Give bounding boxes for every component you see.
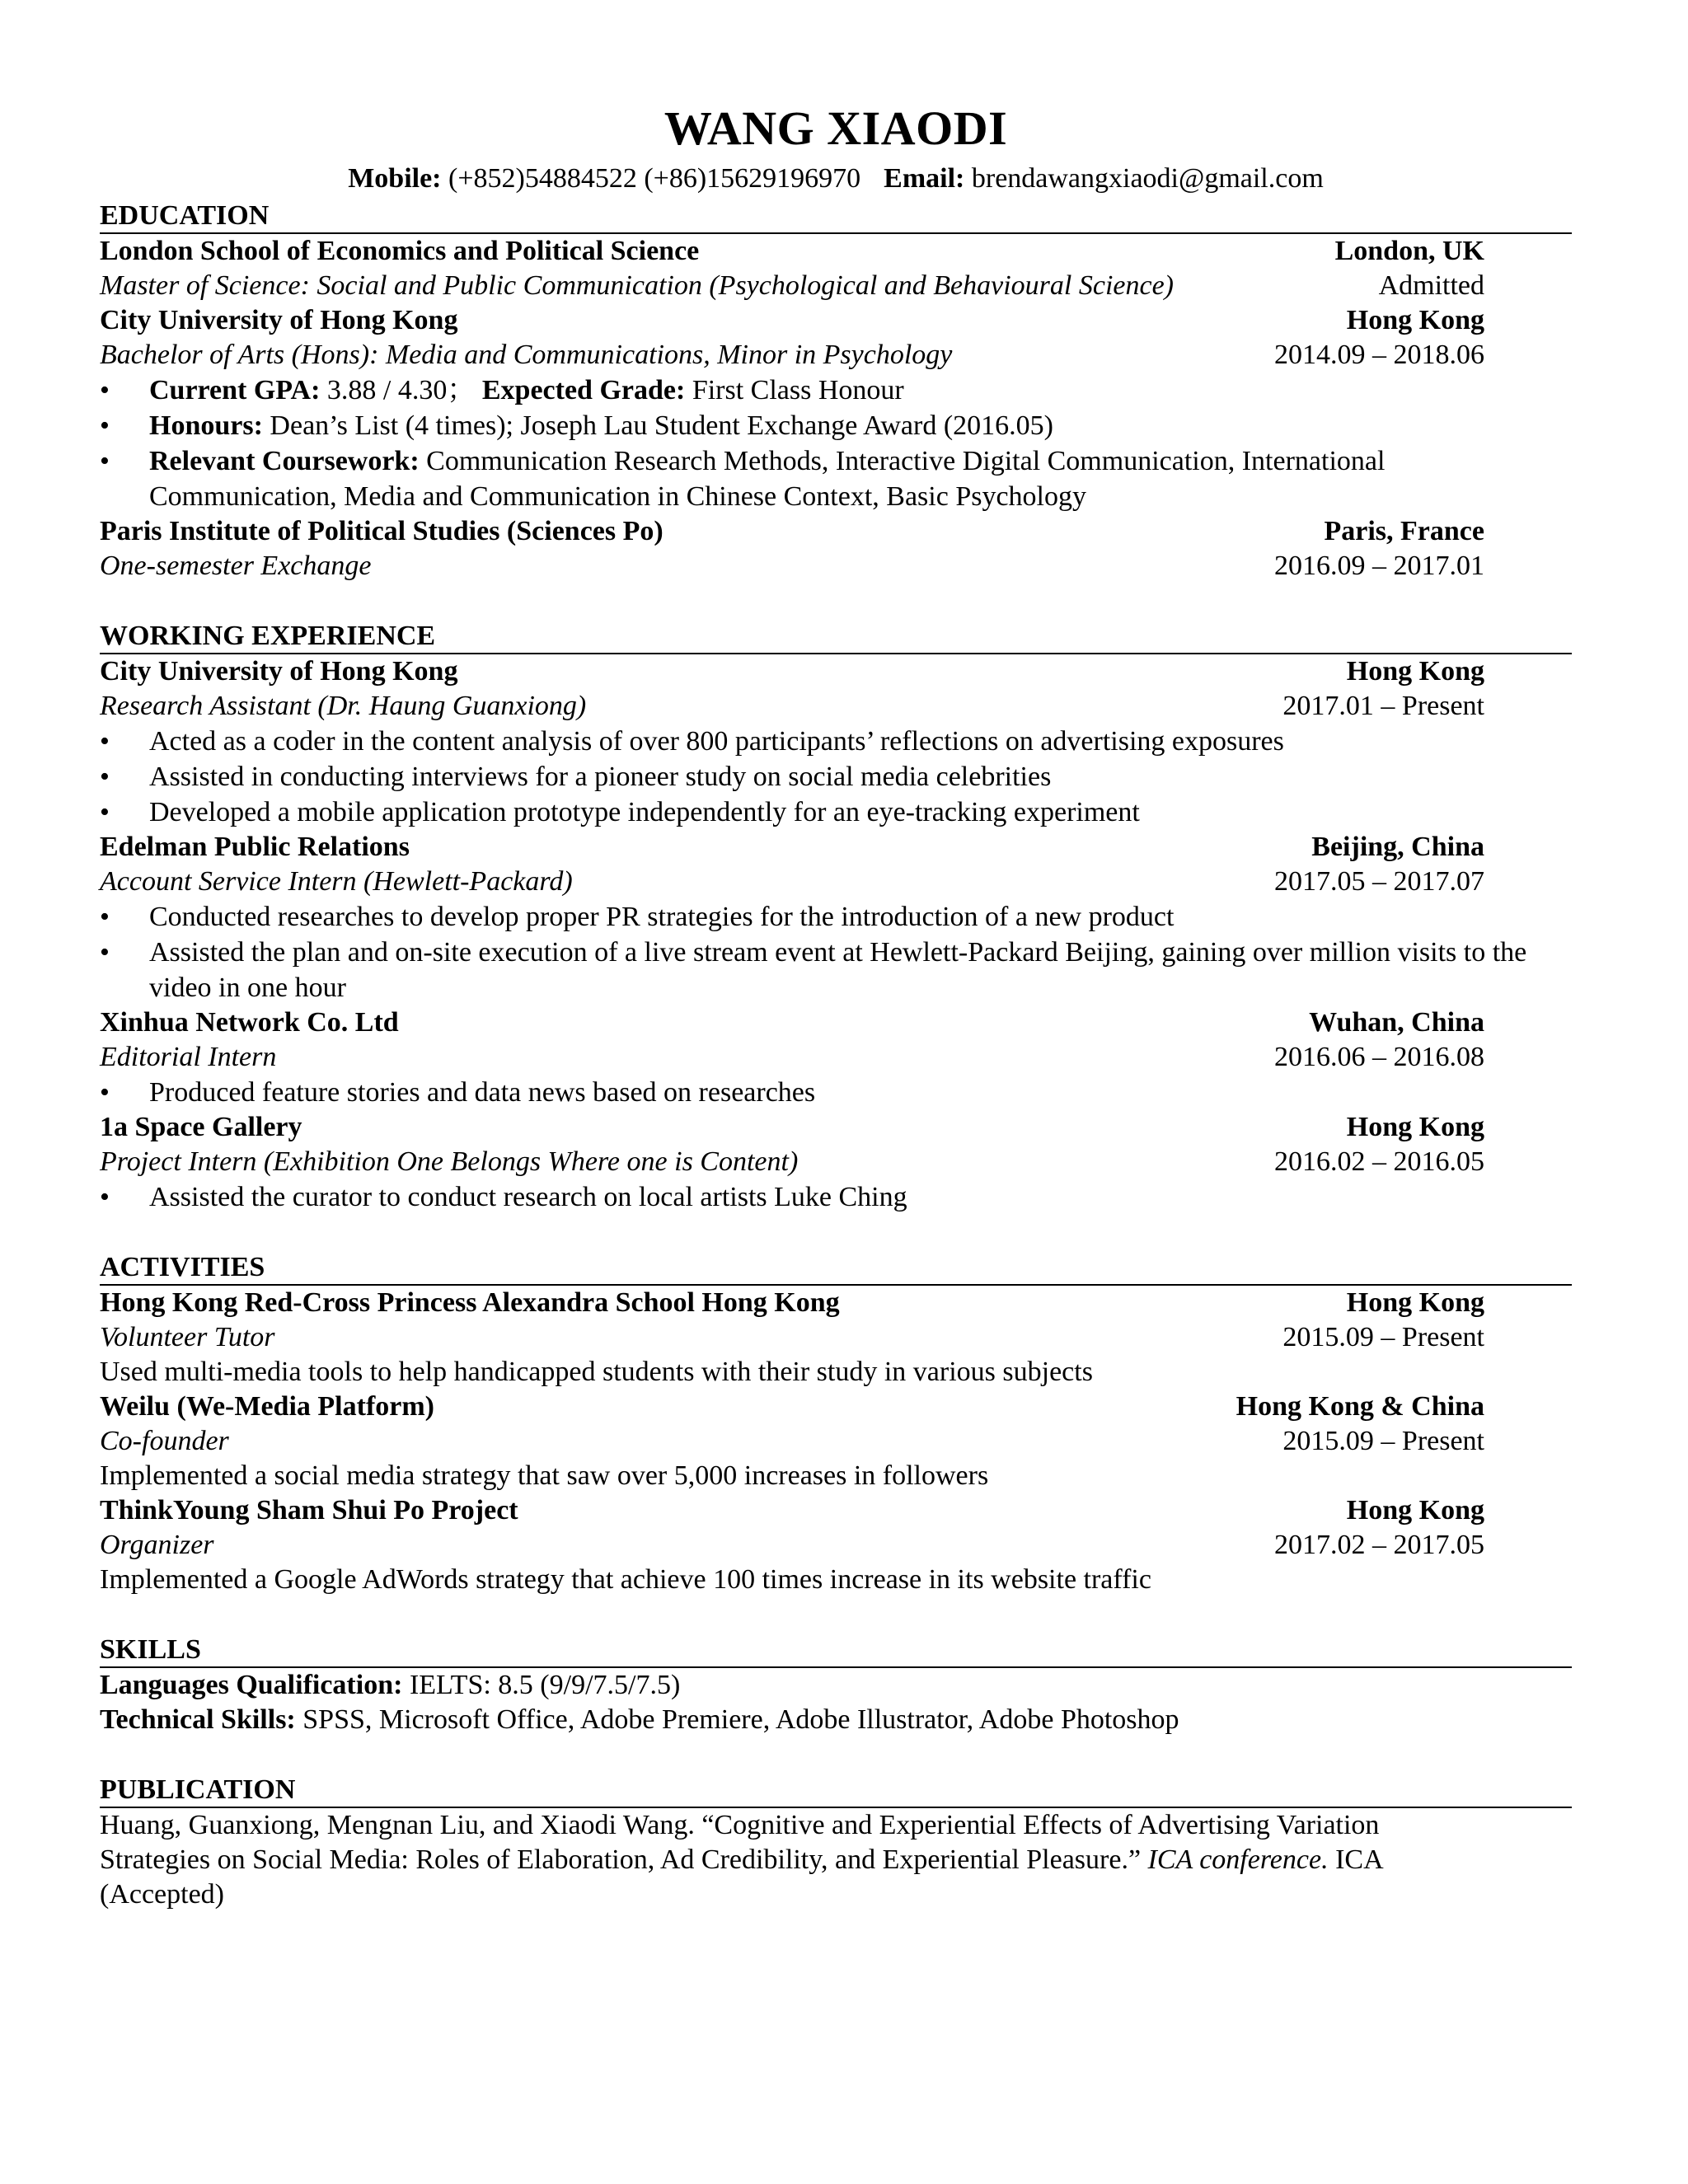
activity-org: ThinkYoung Sham Shui Po Project (100, 1495, 518, 1526)
email-value: brendawangxiaodi@gmail.com (971, 163, 1324, 194)
sciencespo-row (100, 514, 1484, 549)
activity-location: Hong Kong (1346, 1495, 1484, 1526)
activities-heading: ACTIVITIES (100, 1248, 1572, 1286)
activity-role-row (100, 1528, 1484, 1563)
job-bullet: • Developed a mobile application prototype independently for an eye-tracking experiment (100, 794, 1572, 830)
languages-label: Languages Qualification: (100, 1670, 403, 1700)
publication-section (100, 1770, 1572, 1912)
job-location: Beijing, China (1311, 832, 1484, 862)
candidate-name: WANG XIAODI (663, 101, 1008, 155)
gpa-value: 3.88 / 4.30； (326, 375, 476, 405)
gpa-item (100, 373, 1572, 408)
activity-org: Hong Kong Red-Cross Princess Alexandra School Hong Kong (100, 1287, 840, 1318)
job-role: Editorial Intern (100, 1042, 277, 1072)
activities-section (100, 1248, 1572, 1597)
cityu-degree: Bachelor of Arts (Hons): Media and Communications, Minor in Psychology (100, 340, 953, 370)
cityu-bullets (100, 373, 1572, 514)
job-role: Research Assistant (Dr. Haung Guanxiong) (100, 691, 587, 721)
sciencespo-school: Paris Institute of Political Studies (Sciences Po) (100, 516, 663, 546)
email-label: Email: (884, 163, 965, 194)
activity-role-row (100, 1320, 1484, 1355)
resume-content (100, 101, 1572, 1912)
job-role-row (100, 865, 1484, 899)
job-bullets (100, 1179, 1572, 1215)
sciencespo-dates: 2016.09 – 2017.01 (1274, 551, 1484, 581)
activity-dates: 2015.09 – Present (1282, 1322, 1484, 1352)
honours-label: Honours: (149, 410, 263, 441)
job-bullets (100, 899, 1572, 1005)
activity-role: Co-founder (100, 1426, 229, 1456)
languages-line (100, 1668, 1572, 1703)
job-role: Account Service Intern (Hewlett-Packard) (100, 866, 573, 897)
honours-item (100, 408, 1572, 443)
lse-row (100, 234, 1484, 269)
job-location: Hong Kong (1346, 1112, 1484, 1142)
honours-value: Dean’s List (4 times); Joseph Lau Student Exchange Award (2016.05) (270, 410, 1053, 441)
publication-venue: ICA conference. (1147, 1844, 1329, 1875)
job-bullet: • Acted as a coder in the content analysis of over 800 participants’ reflections on advertising exposures (100, 724, 1572, 759)
sciencespo-program-row (100, 549, 1484, 583)
grade-label: Expected Grade: (481, 375, 686, 405)
mobile-value: (+852)54884522 (+86)15629196970 (448, 163, 861, 194)
skills-heading: SKILLS (100, 1630, 1572, 1668)
sciencespo-program: One-semester Exchange (100, 551, 372, 581)
education-heading: EDUCATION (100, 196, 1572, 234)
work-section (100, 616, 1572, 1215)
job-location: Wuhan, China (1309, 1007, 1484, 1038)
lse-school: London School of Economics and Political Science (100, 236, 700, 266)
education-section (100, 196, 1572, 583)
job-org: City University of Hong Kong (100, 656, 458, 687)
cityu-degree-row (100, 338, 1484, 373)
job-dates: 2017.05 – 2017.07 (1274, 866, 1484, 897)
job-role-row (100, 1145, 1484, 1179)
skills-section (100, 1630, 1572, 1737)
job-dates: 2016.06 – 2016.08 (1274, 1042, 1484, 1072)
job-org: Xinhua Network Co. Ltd (100, 1007, 399, 1038)
job-bullets (100, 1075, 1572, 1110)
job-org: Edelman Public Relations (100, 832, 410, 862)
activity-dates: 2017.02 – 2017.05 (1274, 1530, 1484, 1560)
activity-row (100, 1390, 1484, 1424)
job-row (100, 1110, 1484, 1145)
activity-role: Organizer (100, 1530, 214, 1560)
lse-degree-row (100, 269, 1484, 303)
activity-row (100, 1286, 1484, 1320)
activity-desc: Implemented a social media strategy that saw over 5,000 increases in followers (100, 1460, 989, 1491)
activity-dates: 2015.09 – Present (1282, 1426, 1484, 1456)
activity-role: Volunteer Tutor (100, 1322, 275, 1352)
work-heading: WORKING EXPERIENCE (100, 616, 1572, 654)
activity-org: Weilu (We-Media Platform) (100, 1391, 435, 1422)
job-org: 1a Space Gallery (100, 1112, 302, 1142)
publication-status: ICA (Accepted) (100, 1844, 1382, 1910)
job-role: Project Intern (Exhibition One Belongs Where one is Content) (100, 1146, 799, 1177)
lse-status: Admitted (1378, 270, 1484, 301)
job-dates: 2016.02 – 2016.05 (1274, 1146, 1484, 1177)
job-bullet: • Assisted in conducting interviews for a pioneer study on social media celebrities (100, 759, 1572, 794)
activity-role-row (100, 1424, 1484, 1459)
languages-value: IELTS: 8.5 (9/9/7.5/7.5) (409, 1670, 681, 1700)
technical-line (100, 1703, 1572, 1737)
job-bullet: • Produced feature stories and data news based on researches (100, 1075, 1572, 1110)
coursework-item (100, 443, 1542, 514)
lse-location: London, UK (1334, 236, 1484, 266)
job-location: Hong Kong (1346, 656, 1484, 687)
activity-row (100, 1493, 1484, 1528)
job-row (100, 654, 1484, 689)
gpa-label: Current GPA: (149, 375, 321, 405)
job-row (100, 1005, 1484, 1040)
job-row (100, 830, 1484, 865)
activity-desc: Used multi-media tools to help handicapped students with their study in various subjects (100, 1357, 1093, 1387)
mobile-label: Mobile: (348, 163, 442, 194)
job-role-row (100, 1040, 1484, 1075)
cityu-location: Hong Kong (1346, 305, 1484, 335)
cityu-row (100, 303, 1484, 338)
coursework-value: Communication Research Methods, Interactive Digital Communication, International Communication, Media and Communication in Chinese Context, Basic Psychology (149, 446, 1386, 512)
publication-text: Huang, Guanxiong, Mengnan Liu, and Xiaodi Wang. “Cognitive and Experiential Effects of Advertising Variation Strategies on Social Media: Roles of Elaboration, Ad Credibility, and Experiential Pleasure.” (100, 1810, 1380, 1875)
grade-value: First Class Honour (692, 375, 904, 405)
publication-heading: PUBLICATION (100, 1770, 1572, 1808)
activity-desc: Implemented a Google AdWords strategy that achieve 100 times increase in its website traffic (100, 1564, 1151, 1595)
sciencespo-location: Paris, France (1324, 516, 1484, 546)
contact-line (100, 162, 1572, 196)
activity-location: Hong Kong (1346, 1287, 1484, 1318)
coursework-label: Relevant Coursework: (149, 446, 420, 476)
job-bullets (100, 724, 1572, 830)
job-dates: 2017.01 – Present (1282, 691, 1484, 721)
cityu-school: City University of Hong Kong (100, 305, 458, 335)
job-role-row (100, 689, 1484, 724)
publication-citation (100, 1808, 1493, 1912)
job-bullet: • Assisted the plan and on-site execution of a live stream event at Hewlett-Packard Beijing, gaining over million visits to the video in one hour (100, 935, 1572, 1005)
lse-degree: Master of Science: Social and Public Communication (Psychological and Behavioural Science) (100, 270, 1174, 301)
technical-label: Technical Skills: (100, 1704, 296, 1735)
cityu-dates: 2014.09 – 2018.06 (1274, 340, 1484, 370)
technical-value: SPSS, Microsoft Office, Adobe Premiere, Adobe Illustrator, Adobe Photoshop (302, 1704, 1179, 1735)
activity-location: Hong Kong & China (1236, 1391, 1484, 1422)
job-bullet: • Conducted researches to develop proper PR strategies for the introduction of a new product (100, 899, 1572, 935)
job-bullet: • Assisted the curator to conduct research on local artists Luke Ching (100, 1179, 1572, 1215)
